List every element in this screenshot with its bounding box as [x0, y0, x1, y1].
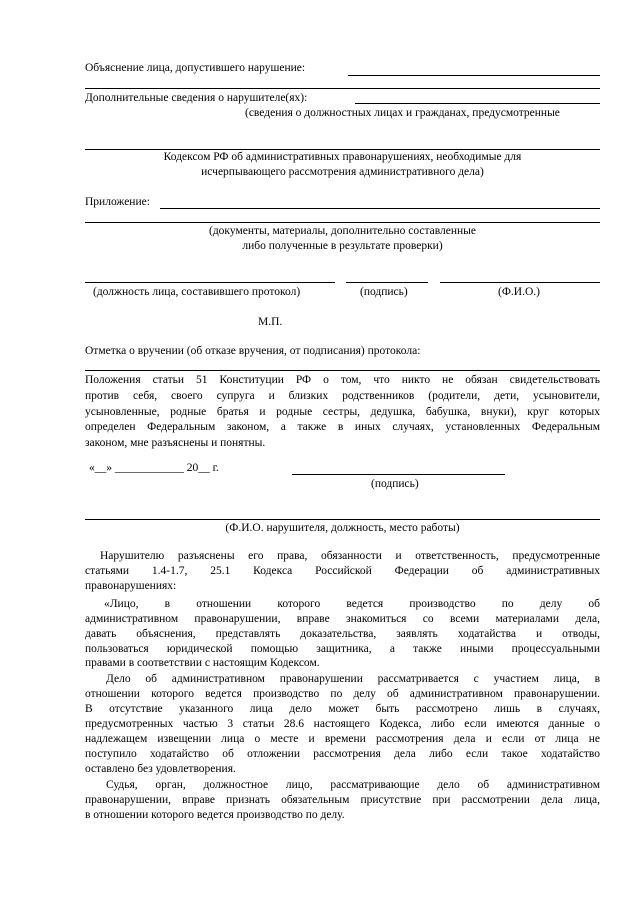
- rights-p2-line-1: «Лицо, в отношении которого ведется производство по делу об: [104, 598, 600, 610]
- offender-caption: (Ф.И.О. нарушителя, должность, место работы): [225, 522, 460, 534]
- rights-p2-line-3: давать объяснения, представлять доказательства, заявлять ходатайства и отводы,: [85, 628, 600, 640]
- stamp-place: М.П.: [258, 316, 283, 328]
- additional-info-label: Дополнительные сведения о нарушителе(ях):: [85, 92, 308, 104]
- rights-p3-line-4: предусмотренных частью 3 статьи 28.6 настоящего Кодекса, либо если имеются данные о: [85, 718, 600, 730]
- explanation-input-line[interactable]: [348, 75, 600, 76]
- rights-p3-line-5: надлежащем извещении лица о месте и времени рассмотрения дела и если от лица не: [85, 733, 600, 745]
- rights-p3-line-1: Дело об административном правонарушении рассматривается с участием лица, в: [106, 673, 600, 685]
- signature-input-line[interactable]: [346, 282, 428, 283]
- attachment-label: Приложение:: [85, 196, 150, 208]
- offender-input-line[interactable]: [85, 519, 600, 520]
- constitution-line-2: против себя, своего супруга и близких родственников (родители, дети, усыновители,: [85, 390, 600, 402]
- rights-p3-line-7: оставлено без удовлетворения.: [85, 763, 236, 775]
- signature-caption: (подпись): [360, 286, 408, 298]
- position-caption: (должность лица, составившего протокол): [93, 286, 301, 298]
- rights-p2-line-2: административном правонарушении, вправе знакомиться со всеми материалами дела,: [85, 613, 600, 625]
- attachment-input-line[interactable]: [160, 208, 600, 209]
- attachment-note-1: (документы, материалы, дополнительно составленные: [208, 225, 477, 237]
- position-input-line[interactable]: [85, 282, 335, 283]
- rights-p3-line-2: отношении которого ведется производство по делу об административном правонарушении.: [85, 688, 600, 700]
- rights-p2-line-4: пользоваться юридической помощью защитника, а также иными процессуальными: [85, 643, 600, 655]
- rights-p2-line-5: правами в соответствии с настоящим Кодексом.: [85, 657, 320, 669]
- fio-input-line[interactable]: [440, 282, 600, 283]
- rights-p4-line-2: правонарушении, вправе признать обязательным присутствие при рассмотрении дела лица,: [85, 794, 600, 806]
- constitution-line-4: определен Федеральным законом, а также в иных случаях, установленных Федеральным: [85, 421, 600, 433]
- rights-p1-line-2: статьями 1.4-1.7, 25.1 Кодекса Российской Федерации об административных: [85, 565, 600, 577]
- date-field[interactable]: «__» ____________ 20__ г.: [89, 462, 219, 474]
- fio-caption: (Ф.И.О.): [498, 286, 540, 298]
- additional-info-note-2: Кодексом РФ об административных правонарушениях, необходимые для: [163, 151, 522, 163]
- rights-p3-line-6: поступило ходатайство об отложении рассмотрения дела либо если такое ходатайство: [85, 748, 600, 760]
- attachment-input-line-2[interactable]: [85, 222, 600, 223]
- explanation-input-line-2[interactable]: [85, 88, 600, 89]
- additional-info-note-1: (сведения о должностных лицах и гражданах, предусмотренные: [245, 107, 560, 119]
- rights-p1-line-1: Нарушителю разъяснены его права, обязанности и ответственность, предусмотренные: [100, 550, 600, 562]
- date-signature-caption: (подпись): [371, 478, 419, 490]
- constitution-line-3: усыновленные, родные братья и родные сестры, дедушка, бабушка, внуки), круг которых: [85, 406, 600, 418]
- constitution-line-1: Положения статьи 51 Конституции РФ о том, что никто не обязан свидетельствовать: [85, 374, 600, 386]
- rights-p4-line-1: Судья, орган, должностное лицо, рассматривающие дело об административном: [106, 779, 600, 791]
- date-signature-input-line[interactable]: [292, 474, 505, 475]
- attachment-note-2: либо полученные в результате проверки): [242, 240, 443, 252]
- additional-info-input-line-2[interactable]: [85, 149, 600, 150]
- additional-info-input-line[interactable]: [355, 103, 600, 104]
- delivery-input-line[interactable]: [85, 370, 600, 371]
- additional-info-note-3: исчерпывающего рассмотрения административного дела): [201, 166, 484, 178]
- rights-p3-line-3: В отсутствие указанного лица дело может быть рассмотрено лишь в случаях,: [85, 703, 600, 715]
- constitution-line-5: законом, мне разъяснены и понятны.: [85, 437, 266, 449]
- delivery-label: Отметка о вручении (об отказе вручения, от подписания) протокола:: [85, 345, 421, 357]
- rights-p4-line-3: в отношении которого ведется производство по делу.: [85, 809, 345, 821]
- rights-p1-line-3: правонарушениях:: [85, 580, 177, 592]
- explanation-label: Объяснение лица, допустившего нарушение:: [85, 62, 306, 74]
